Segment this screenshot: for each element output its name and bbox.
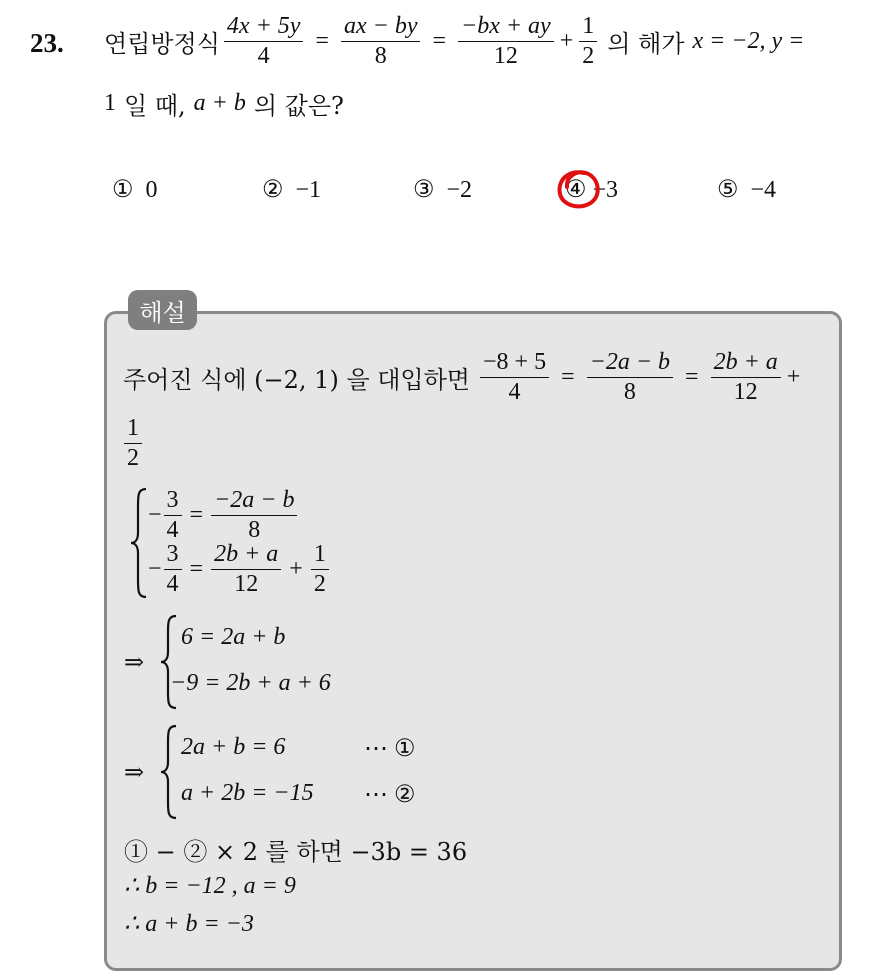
- system-2-row-1: 6 = 2a + b: [181, 624, 286, 650]
- solution-intro-line: 주어진 식에 (−2, 1) 을 대입하면 $\frac{-8 + 5}{4}$ = $\frac{-2a - b}{8}$ = $\frac{2b + a}{12}$ +: [123, 349, 801, 406]
- system-3-row-1: 2a + b = 6: [181, 734, 286, 760]
- choice-1[interactable]: ① 0: [112, 177, 158, 203]
- fraction-4: $\frac{1}{2}$: [579, 14, 597, 69]
- question-ask-text: 의 값은?: [253, 92, 344, 120]
- system-2-row-2: −9 = 2b + a + 6: [170, 670, 331, 696]
- question-line-2: 1 일 때, a + b 의 값은?: [104, 86, 344, 121]
- system-1-row-1: − $\frac{3}{4}$ = $\frac{-2a - b}{8}$: [148, 488, 301, 543]
- question-line-1: 연립방정식 $\frac{4x + 5y}{4}$ = $\frac{ax - by}{8}$ = $\frac{-bx + ay}{12}$ + $\frac{1}{2}$ 의 해가 x = −2, y =: [104, 13, 805, 70]
- brace-icon: [130, 487, 148, 599]
- solution-result-2: ∴ a + b = −3: [124, 911, 254, 937]
- fraction-3: $\frac{-bx + ay}{12}$: [458, 14, 554, 69]
- brace-icon: [160, 724, 178, 820]
- choice-5[interactable]: ⑤ −4: [717, 177, 777, 203]
- arrow-icon: ⇒: [124, 650, 145, 676]
- solution-result-1: ∴ b = −12 , a = 9: [124, 873, 296, 899]
- system-1-row-2: − $\frac{3}{4}$ = $\frac{2b + a}{12}$ + $\frac{1}{2}$: [148, 542, 333, 597]
- solution-tag: 해설: [128, 290, 197, 330]
- system-3-ref-2: ⋯ ②: [364, 782, 416, 808]
- solution-half-fraction: $\frac{1}{2}$: [124, 416, 142, 471]
- system-3-row-2: a + 2b = −15: [181, 780, 314, 806]
- choice-3[interactable]: ③ −2: [413, 177, 473, 203]
- question-condition: x = −2, y =: [692, 28, 805, 55]
- question-ask-expr: a + b: [193, 90, 246, 116]
- answer-circle-mark: [554, 167, 604, 213]
- solution-step: ① − ② × 2 를 하면 −3b = 36: [124, 838, 468, 866]
- choice-2[interactable]: ② −1: [262, 177, 322, 203]
- question-tail-1: 의 해가: [607, 30, 685, 59]
- question-number: 23.: [30, 28, 64, 58]
- system-3-ref-1: ⋯ ①: [364, 736, 416, 762]
- fraction-2: $\frac{ax - by}{8}$: [341, 14, 421, 69]
- choice-4[interactable]: ④ −3: [565, 177, 619, 203]
- question-lead: 연립방정식: [104, 30, 220, 59]
- fraction-1: $\frac{4x + 5y}{4}$: [224, 14, 304, 69]
- arrow-icon: ⇒: [124, 760, 145, 786]
